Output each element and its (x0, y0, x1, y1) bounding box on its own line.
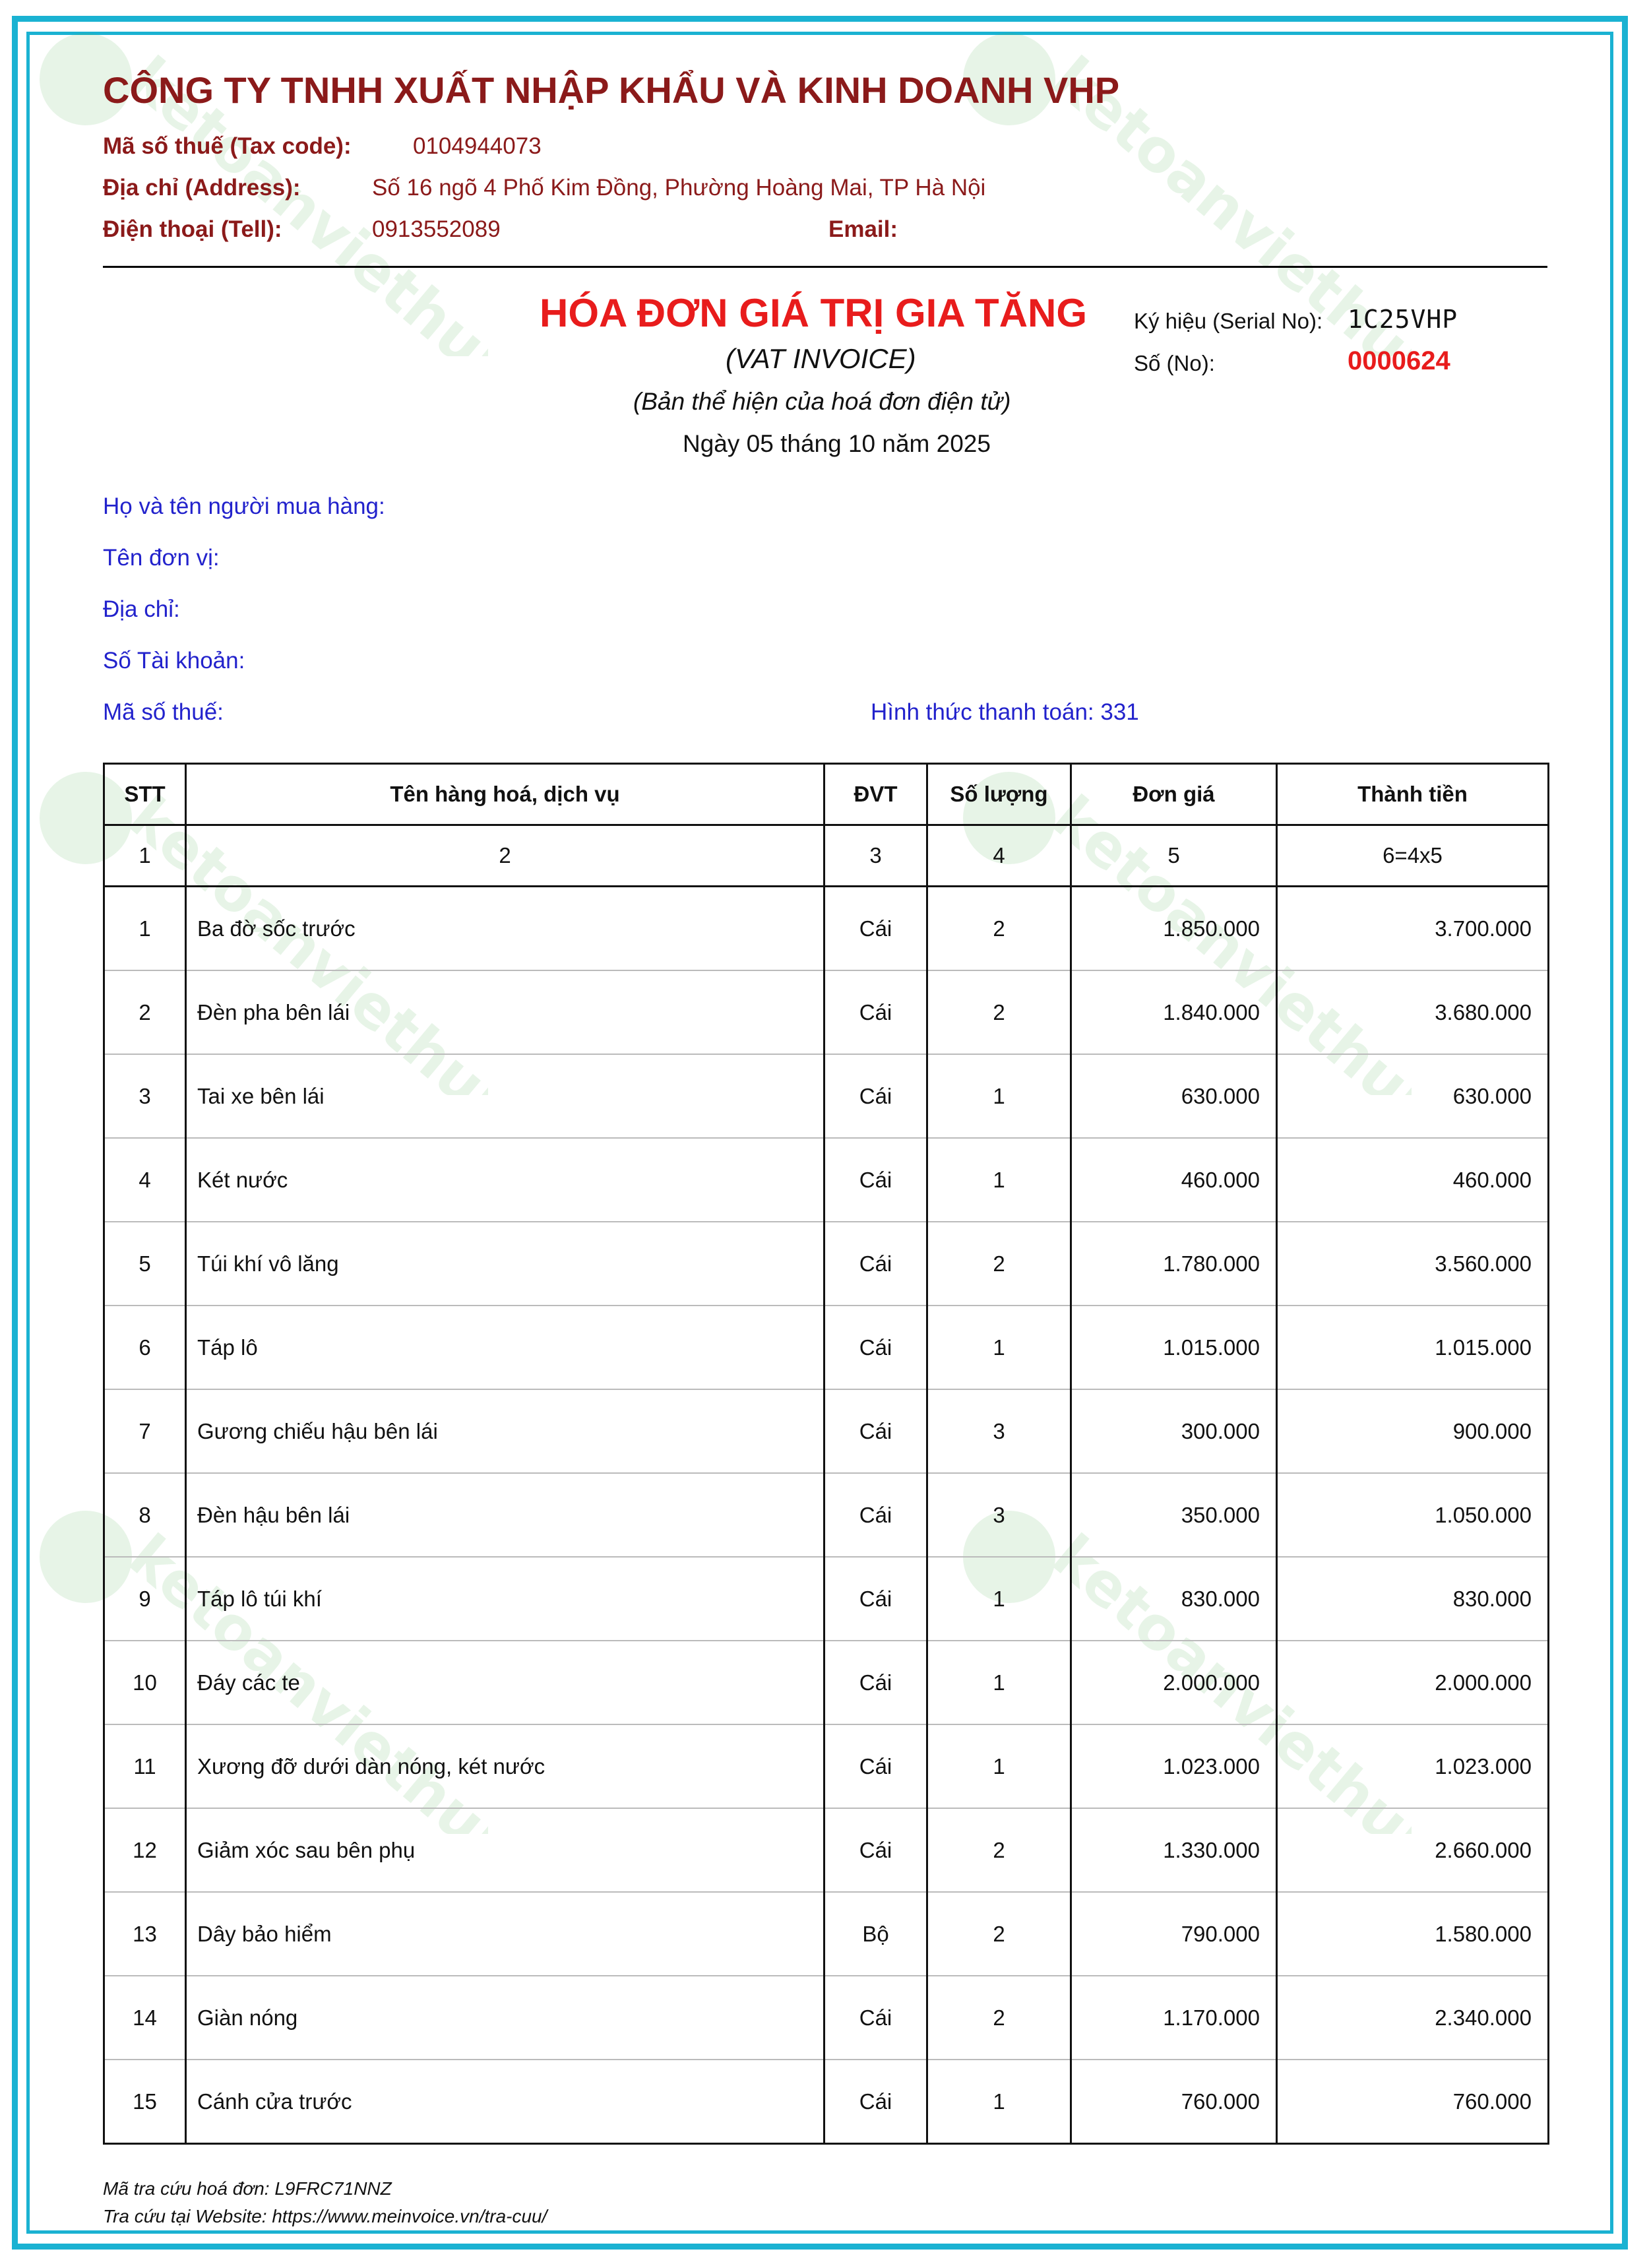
col-header-unit: ĐVT (824, 764, 927, 825)
address-value: Số 16 ngõ 4 Phố Kim Đồng, Phường Hoàng Mai, TP Hà Nội (372, 175, 986, 201)
index-cell: 1 (104, 825, 186, 887)
row-amount: 2.340.000 (1277, 1976, 1549, 2060)
table-row (104, 1473, 1549, 1557)
row-item-name: Cánh cửa trước (186, 2060, 824, 2144)
row-item-name: Ba đờ sốc trước (186, 887, 824, 971)
row-item-name: Đèn hậu bên lái (186, 1473, 824, 1557)
row-stt: 10 (104, 1641, 186, 1724)
lookup-code: Mã tra cứu hoá đơn: L9FRC71NNZ (103, 2178, 392, 2199)
row-amount: 3.560.000 (1277, 1222, 1549, 1306)
payment-method: Hình thức thanh toán: 331 (871, 699, 1139, 725)
row-qty: 1 (927, 1306, 1071, 1389)
row-amount: 3.700.000 (1277, 887, 1549, 971)
row-amount: 1.023.000 (1277, 1724, 1549, 1808)
row-qty: 1 (927, 1557, 1071, 1641)
row-amount: 1.015.000 (1277, 1306, 1549, 1389)
row-stt: 14 (104, 1976, 186, 2060)
row-item-name: Táp lô túi khí (186, 1557, 824, 1641)
table-row (104, 1808, 1549, 1892)
index-cell: 3 (824, 825, 927, 887)
serial-label: Ký hiệu (Serial No): (1134, 309, 1323, 333)
table-row (104, 1389, 1549, 1473)
row-unit: Cái (824, 1389, 927, 1473)
row-unit-price: 2.000.000 (1071, 1641, 1277, 1724)
row-unit: Cái (824, 1473, 927, 1557)
company-name: CÔNG TY TNHH XUẤT NHẬP KHẨU VÀ KINH DOANH VHP (103, 69, 1120, 111)
row-stt: 13 (104, 1892, 186, 1976)
row-item-name: Đáy các te (186, 1641, 824, 1724)
table-row (104, 887, 1549, 971)
row-amount: 1.580.000 (1277, 1892, 1549, 1976)
row-unit: Cái (824, 887, 927, 971)
table-row (104, 1138, 1549, 1222)
buyer-tax-label: Mã số thuế: (103, 699, 224, 725)
row-stt: 2 (104, 970, 186, 1054)
row-qty: 1 (927, 1724, 1071, 1808)
table-index-row (104, 825, 1549, 887)
table-row (104, 1306, 1549, 1389)
row-qty: 1 (927, 1641, 1071, 1724)
row-qty: 1 (927, 2060, 1071, 2144)
table-row (104, 1641, 1549, 1724)
row-qty: 2 (927, 1976, 1071, 2060)
row-unit: Bộ (824, 1892, 927, 1976)
row-unit: Cái (824, 1054, 927, 1138)
col-header-qty: Số lượng (927, 764, 1071, 825)
invoice-number-label: Số (No): (1134, 351, 1215, 375)
row-amount: 630.000 (1277, 1054, 1549, 1138)
row-unit-price: 1.780.000 (1071, 1222, 1277, 1306)
items-table (103, 763, 1549, 2145)
watermark-text: ketoanviethung (115, 782, 488, 1095)
row-qty: 3 (927, 1389, 1071, 1473)
table-row (104, 1222, 1549, 1306)
row-unit-price: 630.000 (1071, 1054, 1277, 1138)
row-item-name: Đèn pha bên lái (186, 970, 824, 1054)
row-stt: 6 (104, 1306, 186, 1389)
row-qty: 2 (927, 1222, 1071, 1306)
row-unit-price: 1.015.000 (1071, 1306, 1277, 1389)
row-stt: 3 (104, 1054, 186, 1138)
invoice-electronic-note: (Bản thể hiện của hoá đơn điện tử) (633, 388, 1011, 415)
row-unit-price: 300.000 (1071, 1389, 1277, 1473)
row-qty: 2 (927, 887, 1071, 971)
buyer-name-label: Họ và tên người mua hàng: (103, 493, 385, 519)
col-header-name: Tên hàng hoá, dịch vụ (186, 764, 824, 825)
row-item-name: Gương chiếu hậu bên lái (186, 1389, 824, 1473)
row-stt: 1 (104, 887, 186, 971)
row-stt: 5 (104, 1222, 186, 1306)
row-unit-price: 1.170.000 (1071, 1976, 1277, 2060)
row-stt: 4 (104, 1138, 186, 1222)
watermark-text: ketoanviethung (1039, 782, 1412, 1095)
row-item-name: Tai xe bên lái (186, 1054, 824, 1138)
row-item-name: Xương đỡ dưới dàn nóng, két nước (186, 1724, 824, 1808)
row-qty: 1 (927, 1054, 1071, 1138)
row-item-name: Túi khí vô lăng (186, 1222, 824, 1306)
table-row (104, 2060, 1549, 2144)
table-row (104, 1724, 1549, 1808)
row-item-name: Két nước (186, 1138, 824, 1222)
row-unit-price: 1.023.000 (1071, 1724, 1277, 1808)
phone-label: Điện thoại (Tell): (103, 216, 282, 242)
row-unit-price: 790.000 (1071, 1892, 1277, 1976)
table-row (104, 1976, 1549, 2060)
row-amount: 760.000 (1277, 2060, 1549, 2144)
invoice-title: HÓA ĐƠN GIÁ TRỊ GIA TĂNG (540, 291, 1088, 335)
address-label: Địa chỉ (Address): (103, 175, 301, 201)
row-amount: 460.000 (1277, 1138, 1549, 1222)
row-unit: Cái (824, 1724, 927, 1808)
row-unit: Cái (824, 1222, 927, 1306)
row-unit: Cái (824, 2060, 927, 2144)
buyer-unit-label: Tên đơn vị: (103, 545, 220, 571)
row-item-name: Giàn nóng (186, 1976, 824, 2060)
tax-code-label: Mã số thuế (Tax code): (103, 133, 352, 159)
index-cell: 2 (186, 825, 824, 887)
table-row (104, 1557, 1549, 1641)
tax-code-value: 0104944073 (413, 133, 542, 159)
row-amount: 2.000.000 (1277, 1641, 1549, 1724)
row-item-name: Táp lô (186, 1306, 824, 1389)
watermark-text: ketoanviethung (1039, 1521, 1412, 1834)
row-unit-price: 1.840.000 (1071, 970, 1277, 1054)
buyer-account-label: Số Tài khoản: (103, 648, 245, 674)
invoice-subtitle: (VAT INVOICE) (726, 343, 916, 374)
row-unit: Cái (824, 1306, 927, 1389)
row-qty: 1 (927, 1138, 1071, 1222)
row-stt: 7 (104, 1389, 186, 1473)
table-header-row (104, 764, 1549, 825)
table-row (104, 970, 1549, 1054)
row-unit: Cái (824, 1808, 927, 1892)
table-row (104, 1892, 1549, 1976)
watermark-text: ketoanviethung (115, 1521, 488, 1834)
row-stt: 15 (104, 2060, 186, 2144)
watermark-text: ketoanviethung (1039, 44, 1412, 356)
row-stt: 9 (104, 1557, 186, 1641)
row-stt: 11 (104, 1724, 186, 1808)
table-row (104, 1054, 1549, 1138)
row-qty: 2 (927, 970, 1071, 1054)
row-unit: Cái (824, 1557, 927, 1641)
row-amount: 830.000 (1277, 1557, 1549, 1641)
serial-value: 1C25VHP (1348, 305, 1458, 334)
index-cell: 4 (927, 825, 1071, 887)
row-unit-price: 830.000 (1071, 1557, 1277, 1641)
col-header-price: Đơn giá (1071, 764, 1277, 825)
buyer-address-label: Địa chỉ: (103, 596, 180, 622)
row-unit-price: 350.000 (1071, 1473, 1277, 1557)
invoice-number-value: 0000624 (1348, 346, 1450, 375)
row-stt: 12 (104, 1808, 186, 1892)
row-unit: Cái (824, 1138, 927, 1222)
row-qty: 2 (927, 1892, 1071, 1976)
row-amount: 1.050.000 (1277, 1473, 1549, 1557)
lookup-website[interactable]: Tra cứu tại Website: https://www.meinvoice.vn/tra-cuu/ (103, 2206, 547, 2226)
row-unit: Cái (824, 1976, 927, 2060)
header-divider (103, 266, 1547, 268)
row-item-name: Dây bảo hiểm (186, 1892, 824, 1976)
col-header-amount: Thành tiền (1277, 764, 1549, 825)
row-amount: 900.000 (1277, 1389, 1549, 1473)
row-unit-price: 1.850.000 (1071, 887, 1277, 971)
phone-value: 0913552089 (372, 216, 501, 242)
index-cell: 5 (1071, 825, 1277, 887)
row-item-name: Giảm xóc sau bên phụ (186, 1808, 824, 1892)
email-label: Email: (828, 216, 898, 242)
row-stt: 8 (104, 1473, 186, 1557)
watermark-text: ketoanviethung (115, 44, 488, 356)
index-cell: 6=4x5 (1277, 825, 1549, 887)
row-unit: Cái (824, 1641, 927, 1724)
row-unit-price: 1.330.000 (1071, 1808, 1277, 1892)
invoice-date: Ngày 05 tháng 10 năm 2025 (683, 430, 991, 457)
row-unit-price: 760.000 (1071, 2060, 1277, 2144)
row-amount: 3.680.000 (1277, 970, 1549, 1054)
row-qty: 3 (927, 1473, 1071, 1557)
row-qty: 2 (927, 1808, 1071, 1892)
col-header-stt: STT (104, 764, 186, 825)
row-unit-price: 460.000 (1071, 1138, 1277, 1222)
row-unit: Cái (824, 970, 927, 1054)
row-amount: 2.660.000 (1277, 1808, 1549, 1892)
